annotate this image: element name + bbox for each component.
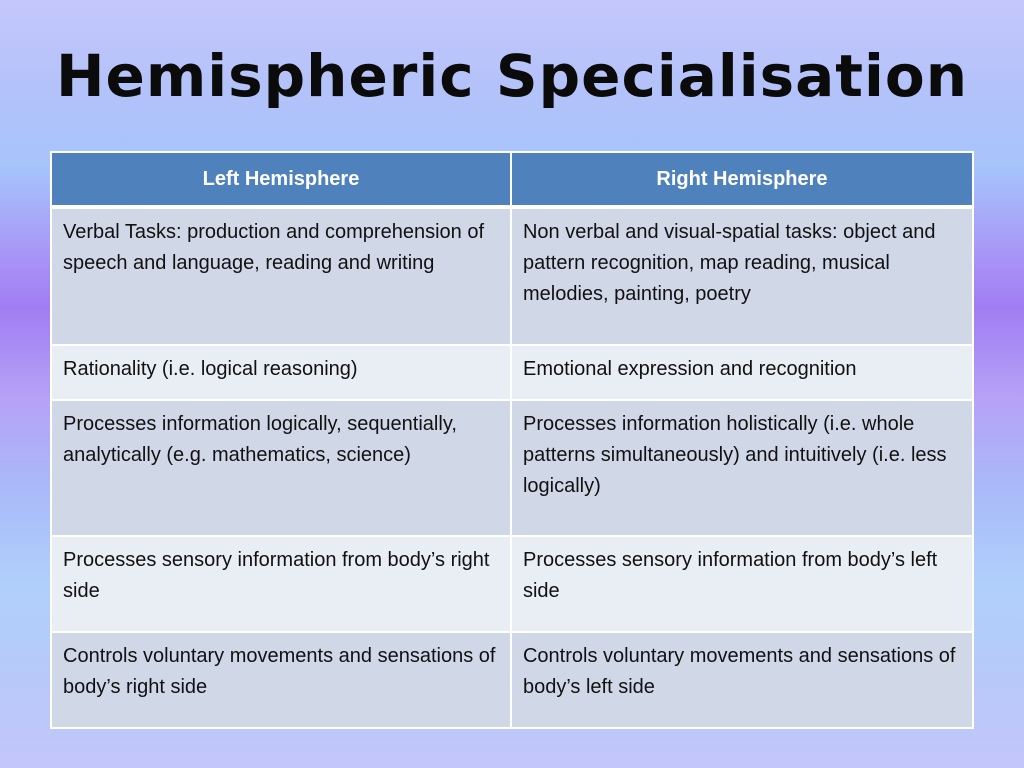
- header-row: [51, 152, 973, 207]
- cell-right: Processes sensory information from body’s left side: [511, 536, 973, 632]
- table-row: [51, 536, 973, 632]
- table-row: [51, 400, 973, 536]
- cell-right: Emotional expression and recognition: [511, 345, 973, 400]
- table-header: [51, 152, 973, 207]
- cell-left: Verbal Tasks: production and comprehension of speech and language, reading and writing: [51, 207, 511, 345]
- slide-title: Hemispheric Specialisation: [55, 42, 969, 110]
- table-row: [51, 345, 973, 400]
- cell-right: Processes information holistically (i.e. whole patterns simultaneously) and intuitively (i.e. less logically): [511, 400, 973, 536]
- cell-left: Rationality (i.e. logical reasoning): [51, 345, 511, 400]
- table-row: [51, 207, 973, 345]
- header-right-hemisphere: Right Hemisphere: [511, 152, 973, 207]
- cell-left: Processes sensory information from body’s right side: [51, 536, 511, 632]
- cell-right: Controls voluntary movements and sensations of body’s left side: [511, 632, 973, 728]
- table-row: [51, 632, 973, 728]
- hemisphere-comparison-table: [50, 151, 974, 729]
- table-body: [51, 207, 973, 728]
- header-left-hemisphere: Left Hemisphere: [51, 152, 511, 207]
- cell-left: Controls voluntary movements and sensations of body’s right side: [51, 632, 511, 728]
- cell-left: Processes information logically, sequentially, analytically (e.g. mathematics, science): [51, 400, 511, 536]
- cell-right: Non verbal and visual-spatial tasks: object and pattern recognition, map reading, musical melodies, painting, poetry: [511, 207, 973, 345]
